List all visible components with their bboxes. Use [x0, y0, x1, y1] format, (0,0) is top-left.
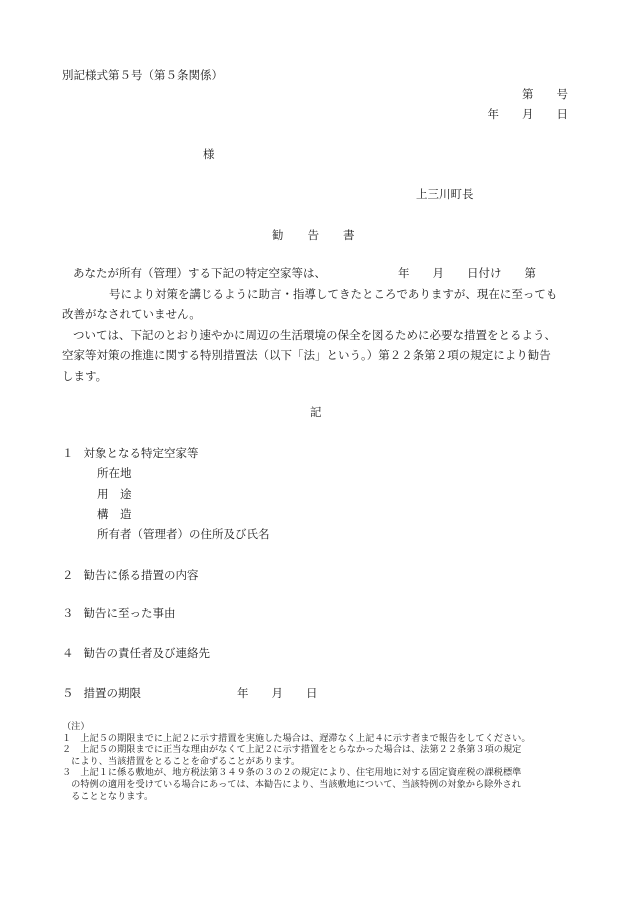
notes-heading: （注）: [62, 721, 90, 732]
item-5-number: ５: [62, 686, 74, 700]
body-line-2: 号により対策を講じるように助言・指導してきたところでありますが、現在に至っても: [109, 286, 558, 301]
notes-block: [62, 721, 582, 802]
body-line-1-date: 年 月 日付け 第: [398, 266, 536, 280]
body-line-6: します。: [62, 368, 108, 383]
item-1-sub-owner: 所有者（管理者）の住所及び氏名: [97, 527, 270, 541]
body-line-3: 改善がなされていません。: [62, 307, 201, 321]
item-3-number: ３: [62, 606, 74, 620]
item-2-number: ２: [62, 568, 74, 582]
item-5-deadline-date: 年 月 日: [237, 686, 318, 700]
body-line-1: [62, 263, 574, 284]
item-1-number: １: [62, 446, 74, 460]
title-char-2: 告: [307, 228, 319, 242]
body-line-1-text: あなたが所有（管理）する下記の特定空家等は、: [73, 266, 326, 280]
body-paragraph: [62, 263, 574, 386]
note-1: １ 上記５の期限までに上記２に示す措置を実施した場合は、遅滞なく上記４に示す者まで報告をしてください。: [62, 732, 531, 744]
note-3-line-2: の特例の適用を受けている場合にあっては、本勧告により、当該敷地について、当該特例の対象から除外され: [62, 778, 521, 790]
item-2-label: 勧告に係る措置の内容: [83, 568, 199, 582]
item-1-sub-structure: 構 造: [97, 507, 132, 521]
item-1-label: 対象となる特定空家等: [83, 446, 199, 460]
form-label: 別記様式第５号（第５条関係）: [62, 68, 223, 82]
note-2-line-2: により、当該措置をとることを命ずることがあります。: [62, 755, 301, 767]
note-2-line-1: ２ 上記５の期限までに正当な理由がなくて上記２に示す措置をとらなかった場合は、法第２２条第３項の規定: [62, 744, 522, 756]
item-1-sub-location: 所在地: [97, 466, 132, 480]
note-3-line-3: ることとなります。: [62, 790, 154, 802]
issuer-name: 上三川町長: [416, 187, 474, 201]
item-2: [62, 568, 199, 582]
body-line-5: 空家等対策の推進に関する特別措置法（以下「法」という。）第２２条第２項の規定により勧告: [62, 348, 551, 362]
issue-date: 年 月 日: [487, 107, 568, 121]
body-line-4: ついては、下記のとおり速やかに周辺の生活環境の保全を図るために必要な措置をとるよう、: [73, 327, 556, 342]
item-4-number: ４: [62, 646, 74, 660]
document-title: [272, 228, 355, 242]
title-char-1: 勧: [272, 228, 284, 242]
item-3-label: 勧告に至った事由: [83, 606, 176, 620]
addressee-honorific: 様: [203, 147, 215, 161]
item-4-label: 勧告の責任者及び連絡先: [83, 646, 210, 660]
note-3-line-1: ３ 上記１に係る敷地が、地方税法第３４９条の３の２の規定により、住宅用地に対する固定資産税の課税標準: [62, 767, 522, 779]
item-1-sub-use: 用 途: [97, 487, 132, 501]
item-3: [62, 606, 176, 620]
item-4: [62, 646, 210, 660]
item-1: [62, 446, 199, 460]
title-char-3: 書: [343, 228, 355, 242]
document-number: 第 号: [522, 87, 568, 101]
item-5-label: 措置の期限: [83, 686, 141, 700]
item-5: [62, 686, 141, 700]
ki-heading: 記: [310, 405, 322, 419]
